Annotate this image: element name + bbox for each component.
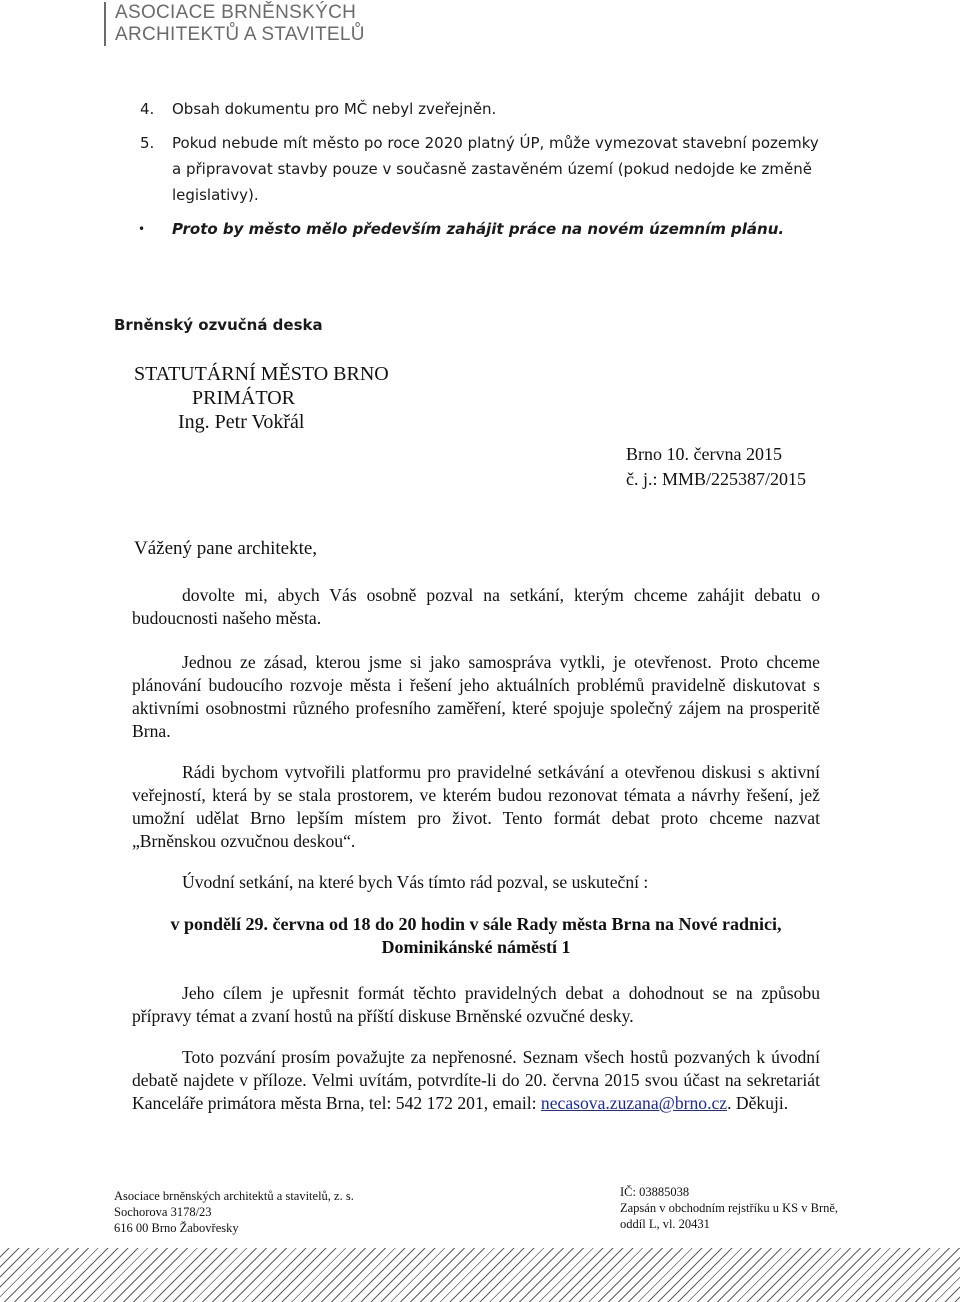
letter-salutation: Vážený pane architekte, — [134, 538, 318, 559]
letter-paragraph: Rádi bychom vytvořili platformu pro pravidelné setkávání a otevřenou diskusi s aktivní veřejností, která by se stala prostorem, ve kterém budou rezonovat témata a návrhy řešení, jež umožní udělat Brno lepším místem pro život. Tento formát debat proto chceme nazvat „Brněnskou ozvučnou deskou“. — [132, 762, 820, 851]
list-item-text: Pokud nebude mít město po roce 2020 platný ÚP, může vymezovat stavební pozemky a připravovat stavby pouze v současně zastavěném území (pokud nedojde ke změně legislativy). — [172, 134, 819, 204]
paragraph-text-end: . Děkuji. — [727, 1093, 789, 1113]
list-item — [130, 130, 830, 208]
footer-registration-line-3: oddíl L, vl. 20431 — [620, 1217, 710, 1231]
list-item-number: 5. — [140, 134, 155, 152]
section-title: Brněnský ozvučná deska — [114, 316, 323, 334]
list-item-text: Obsah dokumentu pro MČ nebyl zveřejněn. — [172, 100, 497, 118]
organization-logo — [104, 2, 365, 46]
letter-date: Brno 10. června 2015 — [626, 444, 782, 464]
footer-registration-line-2: Zapsán v obchodním rejstříku u KS v Brně, — [620, 1201, 839, 1215]
letter-paragraph: Jeho cílem je upřesnit formát těchto pravidelných debat a dohodnout se na způsobu přípravy témat a zvaní hostů na příští diskuse Brněnské ozvučné desky. — [132, 983, 820, 1026]
paragraph-text: Toto pozvání prosím považujte za nepřenosné. Seznam všech hostů pozvaných k úvodní debatě najdete v příloze. Velmi uvítám, potvrdíte-li do 20. června 2015 svou účast na sekretariát Kanceláře primátora města Brna, tel: 542 172 201, email: — [132, 1047, 820, 1113]
footer-address-line-3: 616 00 Brno Žabovřesky — [114, 1221, 239, 1235]
list-item-number: 4. — [140, 100, 155, 118]
venue-line-1: v pondělí 29. června od 18 do 20 hodin v sále Rady města Brna na Nové radnici, — [170, 914, 782, 934]
event-venue — [132, 913, 820, 959]
letter-paragraph: Úvodní setkání, na které bych Vás tímto rád pozval, se uskuteční : — [182, 872, 649, 892]
numbered-list — [130, 96, 830, 242]
bullet-text: Proto by město mělo především zahájit práce na novém územním plánu. — [172, 220, 785, 238]
logo-line-1: ASOCIACE BRNĚNSKÝCH — [115, 2, 357, 23]
email-link[interactable]: necasova.zuzana@brno.cz — [540, 1093, 728, 1113]
letter-paragraph — [132, 1046, 820, 1115]
sender-line-1: STATUTÁRNÍ MĚSTO BRNO — [134, 363, 389, 385]
list-item — [130, 96, 830, 122]
bullet-item — [130, 216, 830, 242]
sender-line-3: Ing. Petr Vokřál — [178, 411, 305, 433]
letter-sender — [134, 362, 389, 434]
letter-paragraph: dovolte mi, abych Vás osobně pozval na setkání, kterým chceme zahájit debatu o budoucnosti našeho města. — [132, 585, 820, 628]
scanned-letter — [114, 350, 834, 1140]
logo-line-2: ARCHITEKTŮ A STAVITELŮ — [115, 24, 365, 45]
sender-line-2: PRIMÁTOR — [192, 387, 295, 409]
letter-paragraph: Jednou ze zásad, kterou jsme si jako samospráva vytkli, je otevřenost. Proto chceme plánování budoucího rozvoje města i řešení jeho aktuálních problémů pravidelně diskutovat s aktivními osobnostmi různého profesního zaměření, které spojuje společný zájem na prosperitě Brna. — [132, 652, 820, 741]
footer-address-line-1: Asociace brněnských architektů a stavitelů, z. s. — [114, 1189, 354, 1203]
footer-address-line-2: Sochorova 3178/23 — [114, 1205, 212, 1219]
bullet-icon: • — [138, 222, 146, 236]
letter-date-block — [626, 442, 806, 492]
venue-line-2: Dominikánské náměstí 1 — [381, 937, 571, 957]
footer-registration — [620, 1184, 838, 1232]
footer-registration-line-1: IČ: 03885038 — [620, 1185, 690, 1199]
footer-address — [114, 1188, 354, 1236]
decorative-stripe-band — [0, 1248, 960, 1302]
letter-reference: č. j.: MMB/225387/2015 — [626, 469, 807, 489]
